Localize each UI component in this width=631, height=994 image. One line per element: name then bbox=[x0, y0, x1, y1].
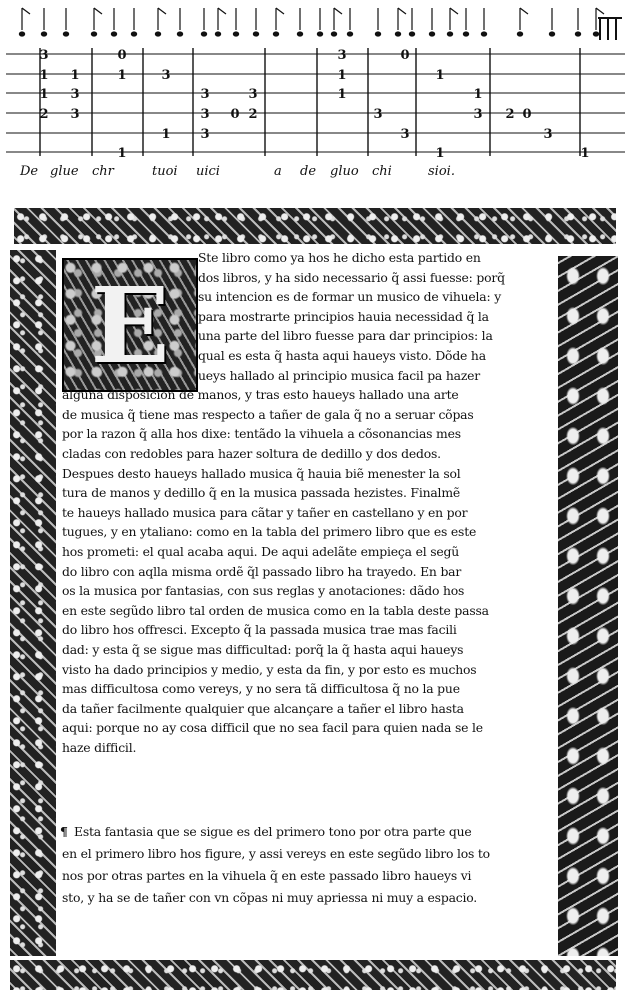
rhythm-flag bbox=[447, 8, 458, 37]
fret-number: 3 bbox=[70, 107, 80, 122]
fret-number: 3 bbox=[161, 68, 171, 83]
text-line: alguna disposicion de manos, y tras esto haueys hallado una arte bbox=[62, 387, 459, 403]
lyric-syllable: sioi. bbox=[428, 164, 455, 179]
rhythm-flag bbox=[233, 8, 239, 37]
text-line: do libro con aqlla misma ordẽ q̃l passado libro ha trayedo. En bar bbox=[62, 563, 462, 579]
rhythm-flag bbox=[297, 8, 303, 37]
lyric-syllable: chi bbox=[372, 164, 392, 179]
text-line: Esta fantasia que se sigue es del primero tono por otra parte que bbox=[74, 824, 472, 839]
fret-number: 3 bbox=[248, 87, 258, 102]
fret-number: 3 bbox=[543, 127, 553, 142]
fret-number: 1 bbox=[337, 87, 347, 102]
rhythm-flag bbox=[177, 8, 183, 37]
text-line: nos por otras partes en la vihuela q̃ en este passado libro haueys vi bbox=[62, 868, 472, 883]
text-line: Despues desto haueys hallado musica q̃ hauia biẽ menester la sol bbox=[62, 465, 461, 481]
fret-number: 3 bbox=[473, 107, 483, 122]
text-line: Ste libro como ya hos he dicho esta partido en bbox=[198, 250, 481, 265]
lyric-syllable: De bbox=[20, 164, 39, 179]
text-line: de musica q̃ tiene mas respecto a tañer de gala q̃ no a seruar cõpas bbox=[62, 406, 474, 422]
rhythm-flag bbox=[517, 8, 528, 37]
text-line: sto, y ha se de tañer con vn cõpas ni muy apriessa ni muy a espacio. bbox=[62, 890, 478, 905]
rhythm-flag bbox=[347, 8, 353, 37]
text-line: cladas con redobles para hazer soltura de dedillo y dos dedos. bbox=[62, 446, 441, 461]
fret-number: 1 bbox=[580, 146, 590, 161]
fret-number: 1 bbox=[337, 68, 347, 83]
text-line: qual es esta q̃ hasta aqui haueys visto. Dõde ha bbox=[198, 348, 486, 363]
text-line: do libro hos offresci. Excepto q̃ la passada musica trae mas facili bbox=[62, 622, 457, 638]
rhythm-flag bbox=[253, 8, 259, 37]
text-line: en el primero libro hos figure, y assi vereys en este segũdo libro los to bbox=[62, 846, 490, 861]
lyric-syllable: gluo bbox=[330, 164, 359, 179]
paragraph-mark: ¶ bbox=[60, 824, 68, 839]
text-line: te haueys hallado musica para cãtar y tañer en castellano y en por bbox=[62, 504, 468, 520]
rhythm-flag bbox=[215, 8, 226, 37]
rhythm-flag bbox=[331, 8, 342, 37]
fret-number: 3 bbox=[200, 87, 210, 102]
rhythm-flag bbox=[201, 8, 207, 37]
fret-number: 3 bbox=[400, 127, 410, 142]
fret-number: 1 bbox=[39, 68, 49, 83]
text-line: haze difficil. bbox=[62, 740, 137, 755]
fret-number: 2 bbox=[39, 107, 49, 122]
rhythm-flag bbox=[41, 8, 47, 37]
rhythm-flag bbox=[395, 8, 406, 37]
initial-letter: E bbox=[90, 263, 170, 387]
decorated-initial bbox=[62, 258, 198, 392]
rhythm-flag bbox=[375, 8, 381, 37]
lyric-syllable: a bbox=[274, 164, 282, 179]
rhythm-flag bbox=[19, 8, 30, 37]
fret-number: 1 bbox=[70, 68, 80, 83]
fret-number: 1 bbox=[117, 146, 127, 161]
text-line: su intencion es de formar un musico de vihuela: y bbox=[198, 289, 502, 305]
text-line: aqui: porque no ay cosa difficil que no sea facil para quien nada se le bbox=[62, 720, 483, 736]
rhythm-flag bbox=[111, 8, 117, 37]
rhythm-flag bbox=[593, 8, 604, 37]
rhythm-flag bbox=[463, 8, 469, 37]
rhythm-flag bbox=[91, 8, 102, 37]
rhythm-flag bbox=[273, 8, 284, 37]
rhythm-flag bbox=[63, 8, 69, 37]
woodcut-border-left bbox=[10, 250, 56, 956]
woodcut-border-top bbox=[14, 208, 616, 244]
fret-number: 0 bbox=[522, 107, 532, 122]
fret-number: 1 bbox=[39, 87, 49, 102]
fret-number: 1 bbox=[435, 146, 445, 161]
fret-number: 1 bbox=[435, 68, 445, 83]
rhythm-flag bbox=[549, 8, 555, 37]
lyric-syllable: chr bbox=[92, 164, 114, 179]
fret-number: 1 bbox=[161, 127, 171, 142]
text-line: tugues, y en ytaliano: como en la tabla del primero libro que es este bbox=[62, 524, 477, 540]
fret-number: 0 bbox=[230, 107, 240, 122]
rhythm-flag bbox=[481, 8, 487, 37]
rhythm-flag bbox=[575, 8, 581, 37]
text-line: tura de manos y dedillo q̃ en la musica passada hezistes. Finalmẽ bbox=[62, 485, 460, 501]
fret-number: 3 bbox=[70, 87, 80, 102]
fret-number: 2 bbox=[248, 107, 258, 122]
fret-number: 3 bbox=[39, 48, 49, 63]
fret-number: 3 bbox=[200, 107, 210, 122]
woodcut-border-bottom bbox=[10, 960, 616, 990]
text-line: os la musica por fantasias, con sus reglas y anotaciones: dãdo hos bbox=[62, 583, 465, 599]
text-line: ueys hallado al principio musica facil pa hazer bbox=[198, 367, 481, 383]
text-line: una parte del libro fuesse para dar principios: la bbox=[198, 328, 493, 344]
rhythm-flag bbox=[131, 8, 137, 37]
text-line: por la razon q̃ alla hos dixe: tentãdo la vihuela a cõsonancias mes bbox=[62, 426, 461, 442]
fret-number: 3 bbox=[200, 127, 210, 142]
text-line: da tañer facilmente qualquier que alcançare a tañer el libro hasta bbox=[62, 700, 464, 716]
fret-number: 1 bbox=[117, 68, 127, 83]
rhythm-flag bbox=[429, 8, 435, 37]
fret-number: 0 bbox=[400, 48, 410, 63]
fret-number: 3 bbox=[373, 107, 383, 122]
lyric-syllable: glue bbox=[50, 164, 79, 179]
fret-number: 3 bbox=[337, 48, 347, 63]
woodcut-border-right bbox=[558, 256, 618, 956]
text-line: dad: y esta q̃ se sigue mas difficultad: porq̃ la q̃ hasta aqui haueys bbox=[62, 642, 464, 657]
lyric-syllable: uici bbox=[196, 164, 220, 179]
fret-number: 2 bbox=[505, 107, 515, 122]
text-line: para mostrarte principios hauia necessidad q̃ la bbox=[198, 308, 489, 324]
rhythm-flag bbox=[155, 8, 166, 37]
lyric-syllable: de bbox=[300, 164, 317, 179]
fret-number: 0 bbox=[117, 48, 127, 63]
text-line: mas difficultosa como vereys, y no sera tã difficultosa q̃ no la pue bbox=[62, 681, 460, 697]
rhythm-flag bbox=[317, 8, 323, 37]
fret-number: 1 bbox=[473, 87, 483, 102]
text-line: dos libros, y ha sido necessario q̃ assi fuesse: porq̃ bbox=[198, 269, 505, 285]
text-line: visto ha dado principios y medio, y esta da fin, y por esto es muchos bbox=[62, 661, 477, 677]
rhythm-flag bbox=[409, 8, 415, 37]
text-line: hos prometi: el qual acaba aqui. De aqui adelãte empieça el segũ bbox=[62, 544, 460, 559]
text-line: en este segũdo libro tal orden de musica como en la tabla deste passa bbox=[62, 602, 489, 618]
lyric-syllable: tuoi bbox=[152, 164, 178, 179]
